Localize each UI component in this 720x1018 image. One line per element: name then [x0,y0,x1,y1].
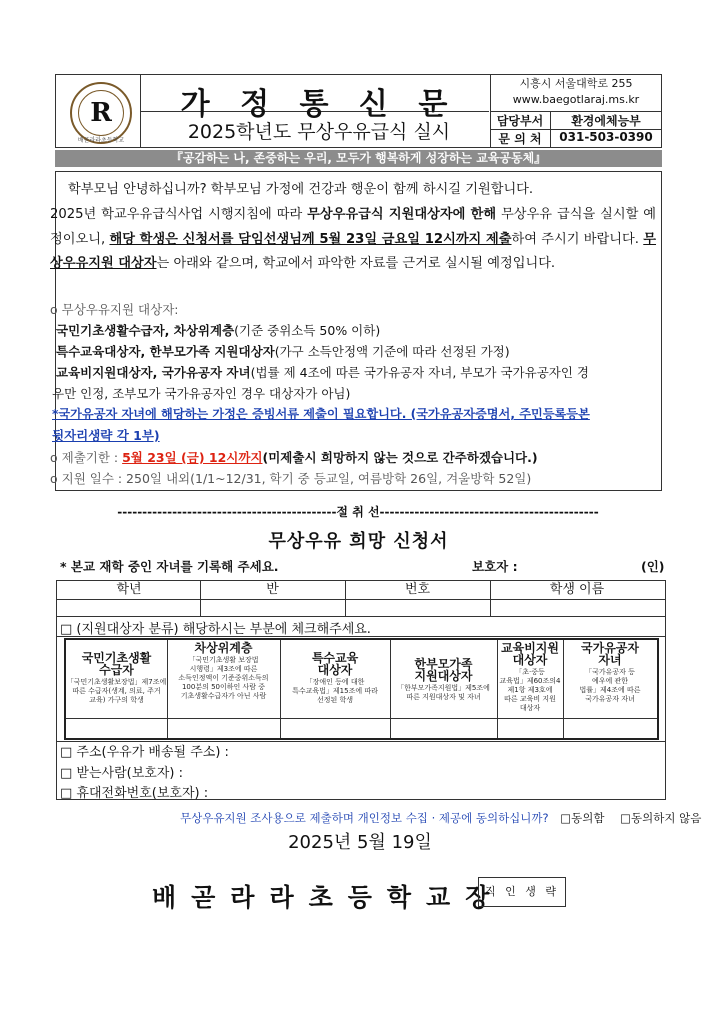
notice-line: *국가유공자 자녀에 해당하는 가정은 증빙서류 제출이 필요합니다. (국가유공자증명서, 주민등록등본 [52,407,590,421]
target-heading: o 무상우유지원 대상자: [50,302,179,317]
school-website: www.baegotlaraj.ms.kr [512,93,640,106]
dept-value: 환경에체능부 [571,114,641,128]
category-basic-livelihood[interactable]: 국민기초생활 수급자 「국민기초생활보장법」제7조에 따른 수급자(생계, 의료, 주거 교육) 가구의 학생 [66,651,167,704]
address-field[interactable]: □ 주소(우유가 배송될 주소) : [60,745,229,760]
consent-line [180,810,701,826]
guardian-label: 보호자 : [472,559,518,574]
target-item: 특수교육대상자, 한부모가족 지원대상자(가구 소득안정액 기준에 따라 선정된 가정) [56,344,510,359]
logo-letter: R [78,90,124,136]
page-subtitle: 2025학년도 무상우유급식 실시 [187,121,451,143]
deadline-line: o 제출기한 : 5월 23일 (금) 12시까지(미제출시 희망하지 않는 것으로 간주하겠습니다.) [50,450,538,465]
col-number: 번호 [404,582,431,597]
target-item: 국민기초생활수급자, 차상위계층(기준 중위소득 50% 이하) [56,323,381,338]
form-title: 무상우유 희망 신청서 [268,531,449,552]
slogan-banner: 『공감하는 나, 존중하는 우리, 모두가 행복하게 성장하는 교육공동체』 [55,150,662,167]
seal-omitted-box: 직 인 생 략 [478,877,566,907]
category-single-parent[interactable]: 한부모가족 지원대상자 「한부모가족지원법」제5조에 따른 지원대상자 및 자녀 [397,657,490,701]
notice-line: 뒷자리생략 각 1부) [52,428,160,443]
contact-label: 문 의 처 [498,132,542,146]
col-grade: 학년 [116,582,142,597]
school-address-block [490,76,662,108]
target-item-cont: 우만 인정, 조부모가 국가유공자인 경우 대상자가 아님) [52,386,351,401]
page-title: 가 정 통 신 문 [180,87,458,122]
col-student-name: 학생 이름 [549,582,605,597]
principal-signature: 배곧라라초등학교장 [152,883,505,912]
consent-disagree-checkbox[interactable]: □동의하지 않음 [620,811,702,825]
contact-phone: 031-503-0390 [559,130,653,144]
support-days: o 지원 일수 : 250일 내외(1/1~12/31, 학기 중 등교일, 여름방학 26일, 겨울방학 52일) [50,471,532,486]
form-note: * 본교 재학 중인 자녀를 기록해 주세요. [60,559,279,574]
school-address: 시흥시 서울대학로 255 [519,77,633,90]
category-near-poverty[interactable]: 차상위계층 「국민기초생활 보장법 시행령」제3조에 따른 소득인정액이 기준중위소득의 100분의 50이하인 사람 중 기초생활수급자가 아닌 사람 [178,641,269,700]
seal-mark: (인) [641,559,665,574]
recipient-field[interactable]: □ 받는사람(보호자) : [60,766,183,781]
consent-question: 무상우유지원 조사용으로 제출하며 개인정보 수집 · 제공에 동의하십니까? [180,811,549,825]
col-class: 반 [266,582,279,597]
dept-label: 담당부서 [496,114,544,128]
letter-paragraph: 2025년 학교우유급식사업 시행지침에 따라 무상우유급식 지원대상자에 한해 무상우유 급식을 실시할 예정이오니, 해당 학생은 신청서를 담임선생님께 5월 23일 금요일 12시까지 제출하여 주시기 바랍니다. 무상우유지원 대상자는 아래와 같으며, 학교에서 파악한 자료를 근거로 실시될 예정입니다. [50,207,657,271]
category-veteran-child[interactable]: 국가유공자 자녀 「국가유공자 등 예우에 관한 법률」제4조에 따른 국가유공자 자녀 [579,641,641,703]
category-education-support[interactable]: 교육비지원 대상자 「초·중등 교육법」제60조의4 제1항 제3호에 따른 교육비 지원 대상자 [499,641,561,712]
consent-agree-checkbox[interactable]: □동의함 [560,811,605,825]
category-prompt[interactable]: □ (지원대상자 분류) 해당하시는 부분에 체크해주세요. [60,622,371,637]
logo-school-name: 배곧라라초등학교 [77,137,125,144]
issue-date: 2025년 5월 19일 [288,832,432,853]
phone-field[interactable]: □ 휴대전화번호(보호자) : [60,786,209,801]
target-item: 교육비지원대상자, 국가유공자 자녀(법률 제 4조에 따른 국가유공자 자녀, 부모가 국가유공자인 경 [56,365,589,380]
cut-line: --------------------------------------------절 취 선-------------------------------------------- [117,505,599,519]
category-special-education[interactable]: 특수교육 대상자 「장애인 등에 대한 특수교육법」제15조에 따라 선정된 학생 [292,651,378,704]
greeting: 학부모님 안녕하십니까? 학부모님 가정에 건강과 행운이 함께 하시길 기원합니다. [68,182,534,197]
